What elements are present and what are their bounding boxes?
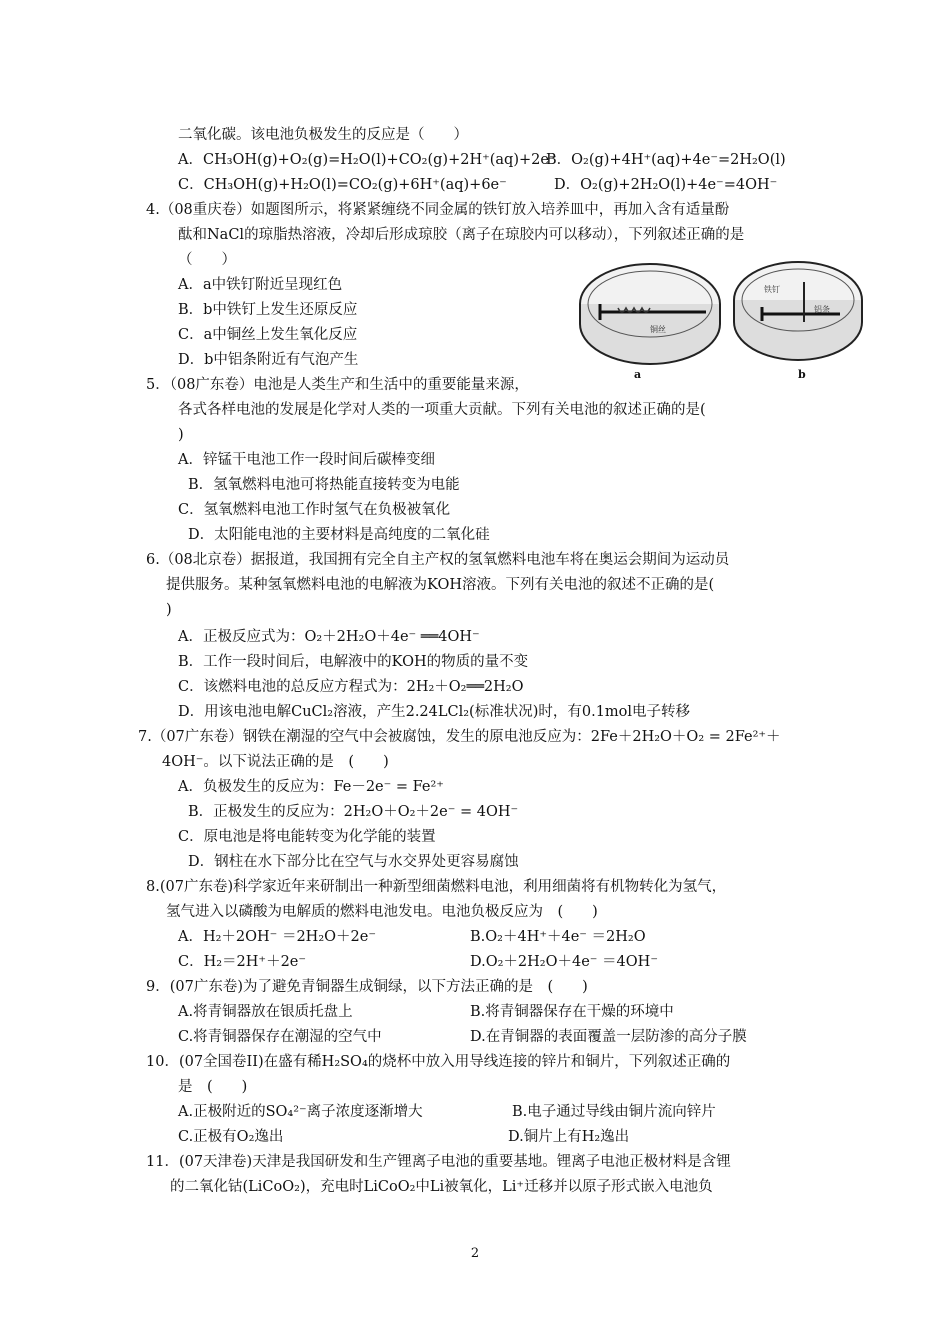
text-line: 酞和NaCl的琼脂热溶液，冷却后形成琼胶（离子在琼胶内可以移动），下列叙述正确的是 bbox=[178, 227, 745, 243]
text-line: C.正极有O₂逸出 bbox=[178, 1129, 284, 1145]
text-line: D.铜片上有H₂逸出 bbox=[508, 1129, 630, 1145]
text-line: 8.(07广东卷)科学家近年来研制出一种新型细菌燃料电池，利用细菌将有机物转化为氢气， bbox=[146, 879, 727, 895]
text-line: C．原电池是将电能转变为化学能的装置 bbox=[178, 829, 436, 845]
dish-b bbox=[734, 262, 862, 360]
text-line: A.正极附近的SO₄²⁻离子浓度逐渐增大 bbox=[178, 1104, 423, 1120]
text-line: B．氢氧燃料电池可将热能直接转变为电能 bbox=[188, 477, 460, 493]
text-line: B．b中铁钉上发生还原反应 bbox=[178, 302, 358, 318]
text-line: 6.（08北京卷）据报道，我国拥有完全自主产权的氢氧燃料电池车将在奥运会期间为运动员 bbox=[146, 552, 730, 568]
text-line: 4.（08重庆卷）如题图所示，将紧紧缠绕不同金属的铁钉放入培养皿中，再加入含有适量酚 bbox=[146, 202, 730, 218]
text-line: B．工作一段时间后，电解液中的KOH的物质的量不变 bbox=[178, 654, 529, 670]
text-line: 5．（08广东卷）电池是人类生产和生活中的重要能量来源， bbox=[146, 377, 529, 393]
text-line: C．CH₃OH(g)+H₂O(l)=CO₂(g)+6H⁺(aq)+6e⁻ bbox=[178, 177, 507, 193]
dish-a bbox=[580, 264, 720, 364]
text-line: B.O₂＋4H⁺＋4e⁻ ＝2H₂O bbox=[470, 929, 646, 945]
text-line: B．正极发生的反应为：2H₂O＋O₂＋2e⁻ = 4OH⁻ bbox=[188, 804, 519, 820]
text-line: A．正极反应式为：O₂＋2H₂O＋4e⁻ ══4OH⁻ bbox=[178, 629, 480, 645]
petri-dish-figure bbox=[578, 252, 868, 382]
text-line: A．锌锰干电池工作一段时间后碳棒变细 bbox=[178, 452, 435, 468]
text-line: D.在青铜器的表面覆盖一层防渗的高分子膜 bbox=[470, 1029, 747, 1045]
text-line: 是 ( ) bbox=[178, 1079, 248, 1095]
page-number: 2 bbox=[470, 1246, 480, 1261]
text-line: A.将青铜器放在银质托盘上 bbox=[178, 1004, 353, 1020]
text-line: B.将青铜器保存在干燥的环境中 bbox=[470, 1004, 674, 1020]
text-line: D．钢柱在水下部分比在空气与水交界处更容易腐蚀 bbox=[188, 854, 519, 870]
text-line: C．H₂＝2H⁺＋2e⁻ bbox=[178, 954, 307, 970]
text-line: 氢气进入以磷酸为电解质的燃料电池发电。电池负极反应为 ( ) bbox=[166, 904, 598, 920]
text-line: B.电子通过导线由铜片流向锌片 bbox=[512, 1104, 716, 1120]
text-line: 4OH⁻。以下说法正确的是 ( ) bbox=[162, 754, 389, 770]
text-line: D．O₂(g)+2H₂O(l)+4e⁻=4OH⁻ bbox=[554, 177, 778, 193]
text-line: C．a中铜丝上发生氧化反应 bbox=[178, 327, 358, 343]
text-line: D．b中铝条附近有气泡产生 bbox=[178, 352, 359, 368]
text-line: 7.（07广东卷）钢铁在潮湿的空气中会被腐蚀，发生的原电池反应为：2Fe＋2H₂O＋O₂ = 2Fe²⁺＋ bbox=[138, 729, 781, 745]
text-line: D．用该电池电解CuCl₂溶液，产生2.24LCl₂(标准状况)时，有0.1mol电子转移 bbox=[178, 704, 691, 720]
text-line: 提供服务。某种氢氧燃料电池的电解液为KOH溶液。下列有关电池的叙述不正确的是( bbox=[166, 577, 715, 593]
text-line: C．氢氧燃料电池工作时氢气在负极被氧化 bbox=[178, 502, 451, 518]
annot-a: 铜丝 bbox=[650, 325, 666, 334]
text-line: ) bbox=[178, 427, 184, 443]
text-line: 二氧化碳。该电池负极发生的反应是（ ） bbox=[178, 127, 468, 143]
text-line: 各式各样电池的发展是化学对人类的一项重大贡献。下列有关电池的叙述正确的是( bbox=[178, 402, 706, 418]
text-line: ) bbox=[166, 602, 172, 618]
text-line: A．H₂＋2OH⁻ ＝2H₂O＋2e⁻ bbox=[178, 929, 376, 945]
text-line: （ ） bbox=[178, 252, 236, 268]
text-line: A．CH₃OH(g)+O₂(g)=H₂O(l)+CO₂(g)+2H⁺(aq)+2e⁻ bbox=[178, 152, 557, 168]
text-line: B．O₂(g)+4H⁺(aq)+4e⁻=2H₂O(l) bbox=[546, 152, 786, 168]
text-line: C．该燃料电池的总反应方程式为：2H₂＋O₂══2H₂O bbox=[178, 679, 524, 695]
annot-b2: 铝条 bbox=[814, 305, 830, 314]
text-line: D.O₂＋2H₂O＋4e⁻ ＝4OH⁻ bbox=[470, 954, 658, 970]
annot-b1: 铁钉 bbox=[764, 285, 780, 294]
text-line: 11．(07天津卷)天津是我国研发和生产锂离子电池的重要基地。锂离子电池正极材料是含锂 bbox=[146, 1154, 731, 1170]
label-a: a bbox=[634, 368, 642, 381]
text-line: 9．(07广东卷)为了避免青铜器生成铜绿，以下方法正确的是 ( ) bbox=[146, 979, 588, 995]
text-line: A．负极发生的反应为：Fe－2e⁻ = Fe²⁺ bbox=[178, 779, 444, 795]
label-b: b bbox=[798, 368, 806, 381]
text-line: D．太阳能电池的主要材料是高纯度的二氧化硅 bbox=[188, 527, 490, 543]
text-line: C.将青铜器保存在潮湿的空气中 bbox=[178, 1029, 382, 1045]
text-line: 10．(07全国卷II)在盛有稀H₂SO₄的烧杯中放入用导线连接的锌片和铜片，下列叙述正确的 bbox=[146, 1054, 731, 1070]
text-line: A．a中铁钉附近呈现红色 bbox=[178, 277, 343, 293]
text-line: 的二氧化钴(LiCoO₂)，充电时LiCoO₂中Li被氧化，Li⁺迁移并以原子形式嵌入电池负 bbox=[170, 1179, 713, 1195]
